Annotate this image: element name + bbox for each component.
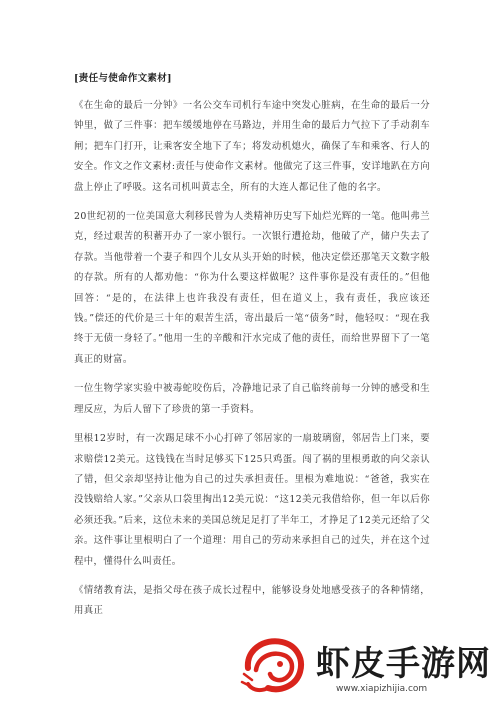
paragraph-5: 《情绪教育法，是指父母在孩子成长过程中，能够设身处地感受孩子的各种情绪，用真正 (74, 584, 430, 617)
watermark-url: www.xiapizhijia.com (336, 684, 428, 694)
document-body (74, 96, 430, 631)
document-heading: [责任与使命作文素材] (74, 73, 172, 84)
paragraph-3: 一位生物学家实验中被毒蛇咬伤后，冷静地记录了自己临终前每一分钟的感受和生理反应，为后人留下了珍贵的第一手资料。 (74, 383, 430, 415)
shrimp-logo-icon (240, 634, 310, 696)
paragraph-2: 20世纪初的一位美国意大利移民曾为人类精神历史写下灿烂光辉的一笔。他叫弗兰克，经过艰苦的积蓄开办了一家小银行。一次银行遭抢劫，他破了产，储户失去了存款。当他带着一个妻子和四个儿女从头开始的时候，他决定偿还那笔天文数字般的存款。所有的人都劝他：“你为什么要这样做呢？这件事你是没有责任的。”但他回答：“是的，在法律上也许我没有责任，但在道义上，我有责任，我应该还钱。”偿还的代价是三十年的艰苦生活，寄出最后一笔“债务”时，他轻叹：“现在我终于无债一身轻了。”他用一生的辛酸和汗水完成了他的责任，而给世界留下了一笔真正的财富。 (74, 211, 430, 365)
site-watermark (240, 630, 500, 708)
watermark-brand: 虾皮手游网 (316, 644, 491, 684)
paragraph-4: 里根12岁时，有一次踢足球不小心打碎了邻居家的一扇玻璃窗，邻居告上门来，要求赔偿12美元。这钱钱在当时足够买下125只鸡蛋。闯了祸的里根勇敢的向父亲认了错，但父亲却坚持让他为自己的过失承担责任。里根为难地说：“爸爸，我实在没钱赔给人家。”父亲从口袋里掏出12美元说：“这12美元我借给你，但一年以后你必须还我。”后来，这位未来的美国总统足足打了半年工，才挣足了12美元还给了父亲。这件事让里根明白了一个道理：用自己的劳动来承担自己的过失，并在这个过程中，懂得什么叫责任。 (74, 433, 430, 567)
paragraph-1: 《在生命的最后一分钟》一名公交车司机行车途中突发心脏病，在生命的最后一分钟里，做了三件事：把车缓缓地停在马路边，并用生命的最后力气拉下了手动刹车闸；把车门打开，让乘客安全地下了车；将发动机熄火，确保了车和乘客、行人的安全。作文之作文素材:责任与使命作文素材。他做完了这三件事，安详地趴在方向盘上停止了呼吸。这名司机叫黄志全，所有的大连人都记住了他的名字。 (74, 100, 430, 193)
